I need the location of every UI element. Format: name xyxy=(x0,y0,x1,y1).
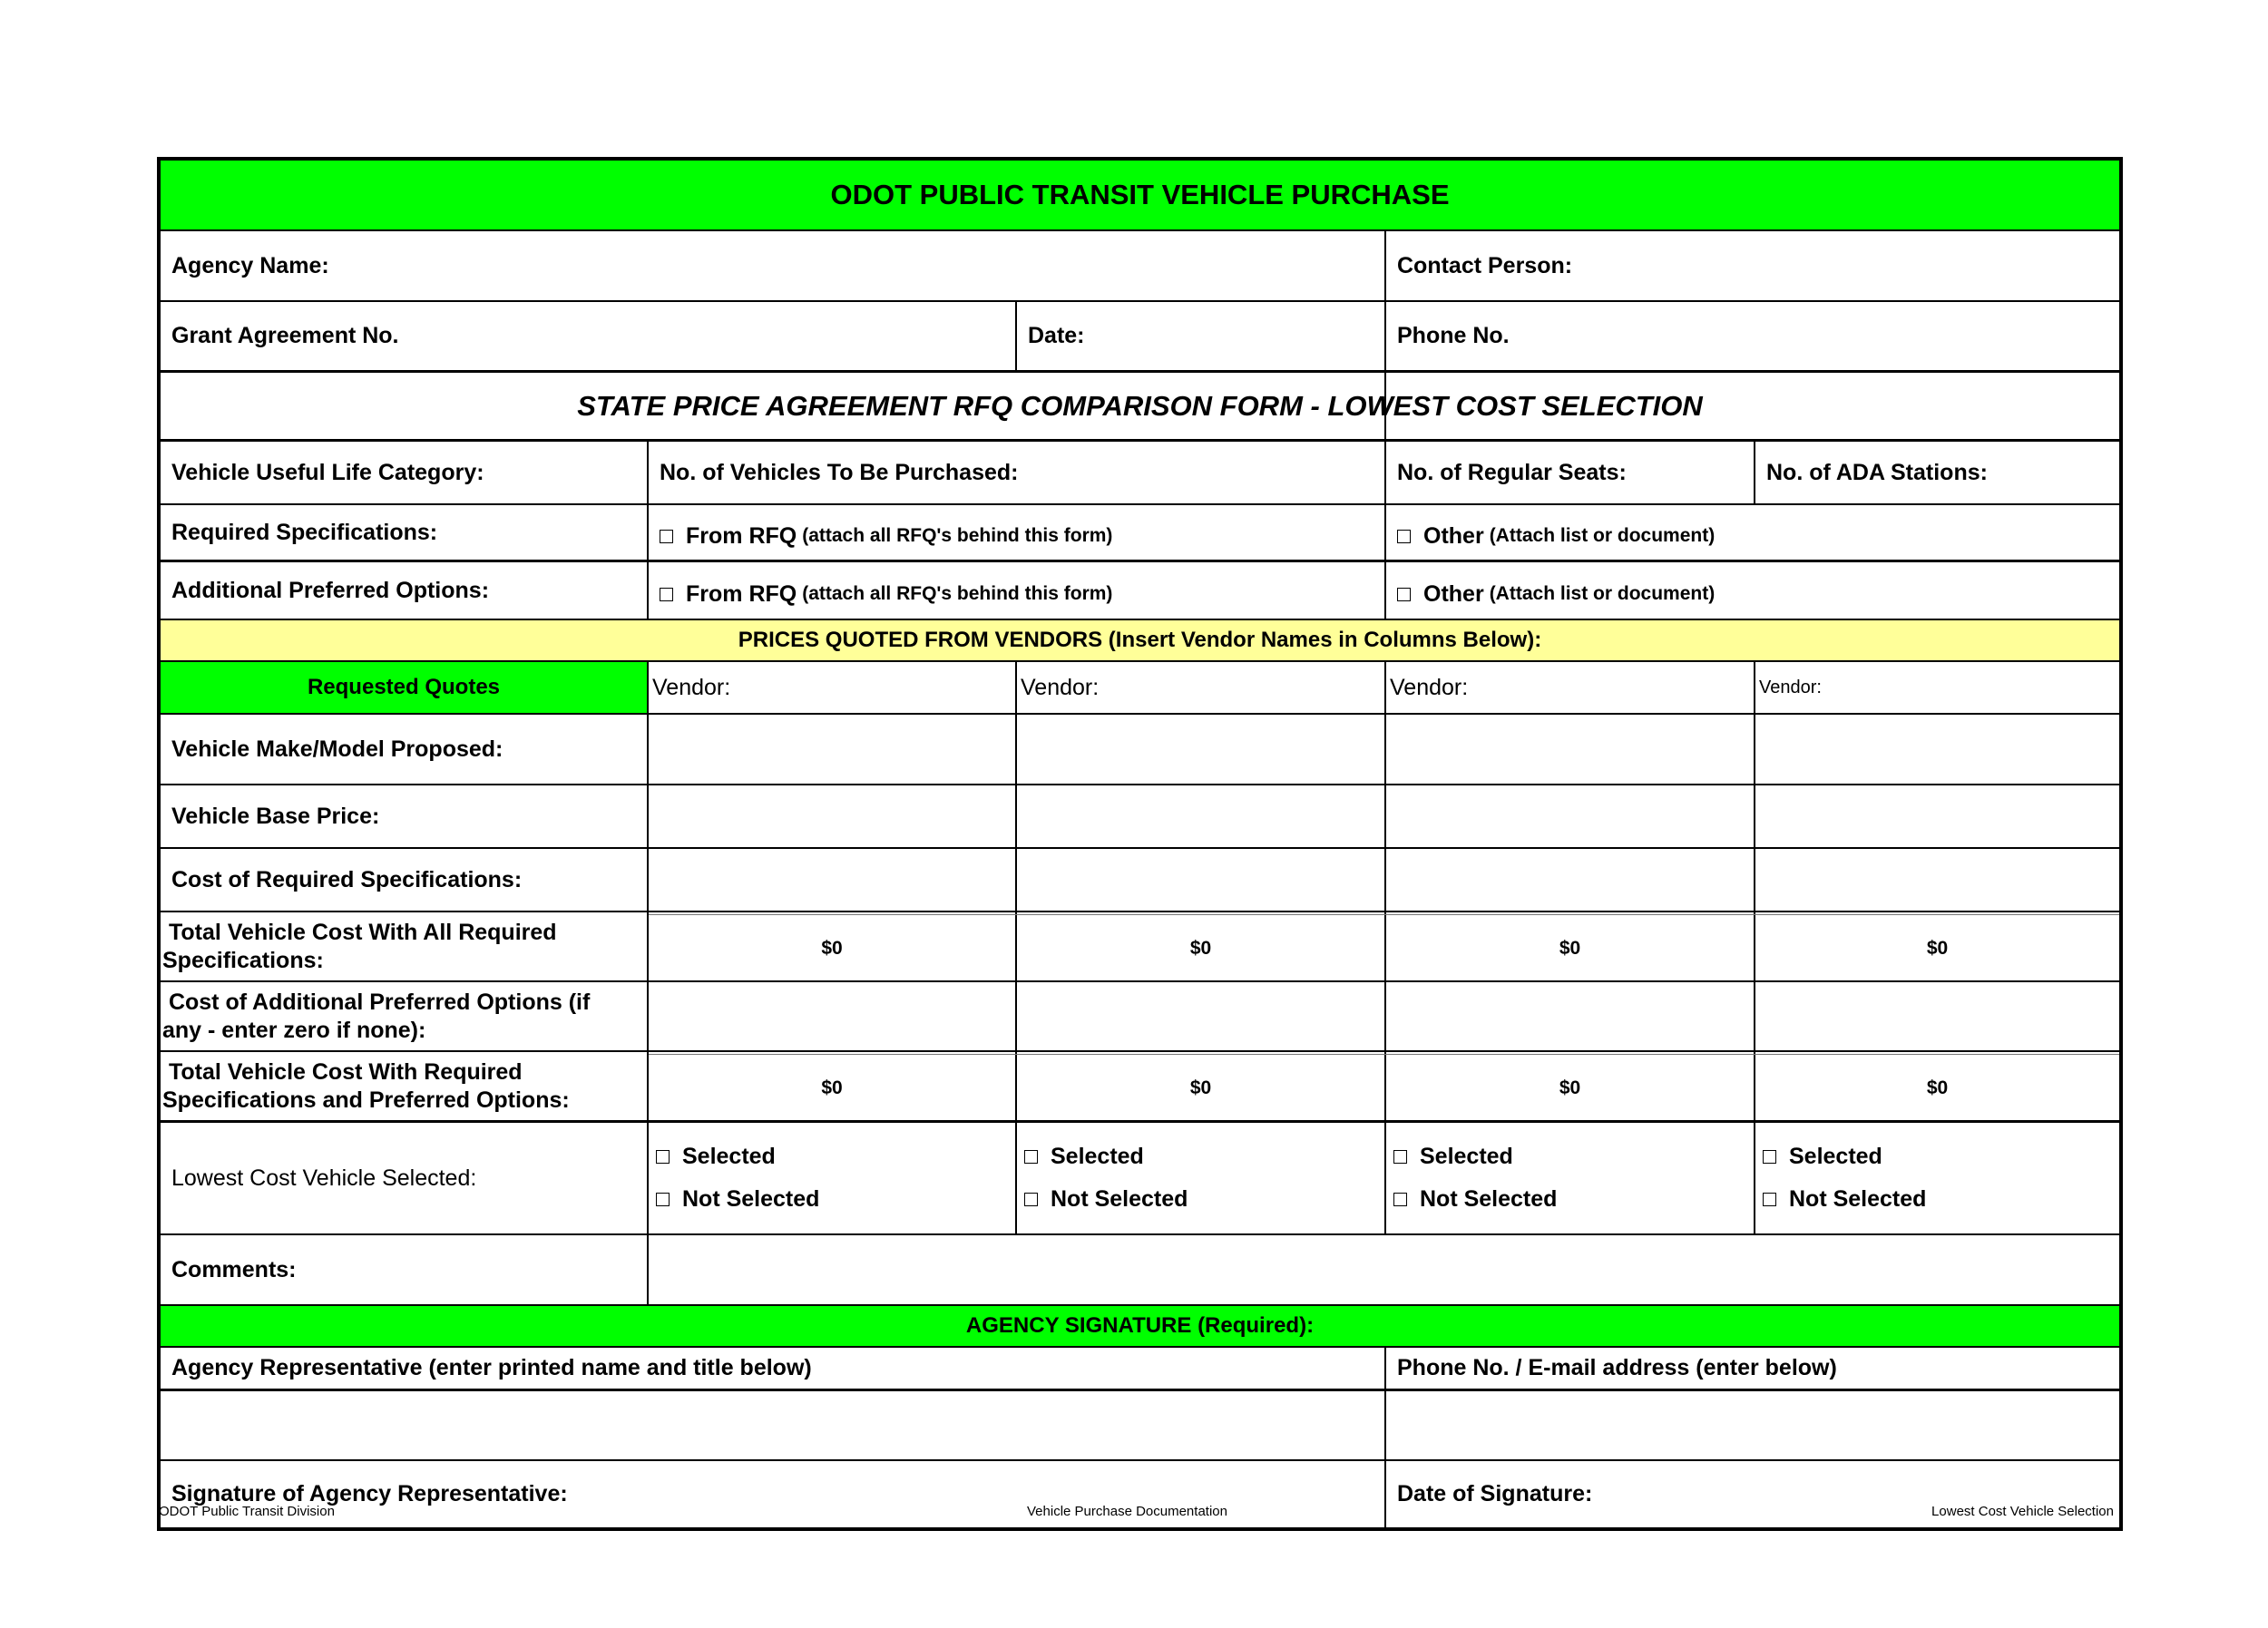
agency-rep-name-input[interactable] xyxy=(161,1391,1384,1459)
cost-additional-vendor-4[interactable] xyxy=(1755,982,2119,1048)
not-selected-option[interactable] xyxy=(1393,1186,1557,1213)
vehicle-purchase-form xyxy=(157,157,2123,1531)
other-text: Other xyxy=(1423,522,1484,549)
cost-required-specs-vendor-4[interactable] xyxy=(1755,849,2119,911)
total-required-vendor-4: $0 xyxy=(1926,937,1949,959)
total-required-preferred-vendor-1: $0 xyxy=(821,1077,843,1098)
cost-required-specs-vendor-2[interactable] xyxy=(1017,849,1384,911)
total-required-vendor-1: $0 xyxy=(821,937,843,959)
contact-person-label: Contact Person: xyxy=(1397,252,1573,278)
contact-person-field[interactable] xyxy=(1386,231,2119,300)
vendor-4-selection xyxy=(1755,1123,2119,1233)
checkbox-icon[interactable] xyxy=(1397,588,1411,601)
vendor-3-selection xyxy=(1386,1123,1754,1233)
checkbox-icon[interactable] xyxy=(1024,1193,1038,1206)
label-line: Specifications and Preferred Options: xyxy=(162,1087,570,1113)
comments-label: Comments: xyxy=(171,1256,297,1282)
agency-name-label: Agency Name: xyxy=(171,252,329,278)
base-price-vendor-3[interactable] xyxy=(1386,785,1754,847)
total-required-preferred-vendor-4: $0 xyxy=(1926,1077,1949,1098)
phone-label: Phone No. xyxy=(1397,323,1510,348)
additional-options-other[interactable] xyxy=(1386,566,2119,622)
not-selected-label: Not Selected xyxy=(1420,1186,1558,1212)
not-selected-option[interactable] xyxy=(656,1186,819,1213)
agency-rep-label: Agency Representative (enter printed name and title below) xyxy=(171,1355,812,1380)
label-line: Total Vehicle Cost With Required xyxy=(162,1059,523,1085)
checkbox-icon[interactable] xyxy=(656,1193,670,1206)
selected-label: Selected xyxy=(1420,1144,1513,1169)
selected-option[interactable] xyxy=(1393,1144,1513,1170)
checkbox-icon[interactable] xyxy=(1397,530,1411,543)
divider xyxy=(649,914,2119,915)
make-model-vendor-3[interactable] xyxy=(1386,715,1754,784)
signature-label: Signature of Agency Representative: xyxy=(171,1481,568,1506)
from-rfq-note: (attach all RFQ's behind this form) xyxy=(802,583,1113,604)
not-selected-label: Not Selected xyxy=(682,1186,820,1212)
not-selected-option[interactable] xyxy=(1763,1186,1926,1213)
phone-field[interactable] xyxy=(1386,302,2119,370)
num-vehicles-field[interactable] xyxy=(649,442,1384,503)
cost-additional-vendor-2[interactable] xyxy=(1017,982,1384,1048)
phone-email-label: Phone No. / E-mail address (enter below) xyxy=(1397,1355,1837,1380)
required-specs-from-rfq[interactable] xyxy=(649,509,1384,563)
vendor-1-selection xyxy=(649,1123,1015,1233)
ada-stations-label: No. of ADA Stations: xyxy=(1766,459,1988,485)
num-vehicles-label: No. of Vehicles To Be Purchased: xyxy=(660,459,1019,485)
checkbox-icon[interactable] xyxy=(660,530,673,543)
base-price-vendor-4[interactable] xyxy=(1755,785,2119,847)
required-specs-label: Required Specifications: xyxy=(171,519,438,545)
ada-stations-field[interactable] xyxy=(1755,442,2119,503)
selected-label: Selected xyxy=(682,1144,776,1169)
total-required-vendor-2: $0 xyxy=(1189,937,1212,959)
checkbox-icon[interactable] xyxy=(1763,1150,1776,1164)
selected-label: Selected xyxy=(1051,1144,1144,1169)
vendor-2-selection xyxy=(1017,1123,1384,1233)
label-line: Cost of Additional Preferred Options (if xyxy=(162,989,591,1015)
total-required-preferred-vendor-2: $0 xyxy=(1189,1077,1212,1098)
not-selected-label: Not Selected xyxy=(1789,1186,1927,1212)
form-subtitle: STATE PRICE AGREEMENT RFQ COMPARISON FORM - LOWEST COST SELECTION xyxy=(577,389,1703,422)
total-required-vendor-3: $0 xyxy=(1559,937,1581,959)
make-model-vendor-1[interactable] xyxy=(649,715,1015,784)
not-selected-label: Not Selected xyxy=(1051,1186,1188,1212)
checkbox-icon[interactable] xyxy=(656,1150,670,1164)
other-note: (Attach list or document) xyxy=(1489,583,1716,604)
make-model-vendor-2[interactable] xyxy=(1017,715,1384,784)
checkbox-icon[interactable] xyxy=(1024,1150,1038,1164)
label-line: any - enter zero if none): xyxy=(162,1018,426,1043)
checkbox-icon[interactable] xyxy=(1763,1193,1776,1206)
other-note: (Attach list or document) xyxy=(1489,525,1716,546)
checkbox-icon[interactable] xyxy=(1393,1193,1407,1206)
label-line: Specifications: xyxy=(162,948,324,973)
selected-option[interactable] xyxy=(1024,1144,1144,1170)
additional-options-from-rfq[interactable] xyxy=(649,566,1384,622)
form-title: ODOT PUBLIC TRANSIT VEHICLE PURCHASE xyxy=(161,161,2119,229)
grant-agreement-field[interactable] xyxy=(161,302,1015,370)
vendor-2-name[interactable]: Vendor: xyxy=(1021,674,1100,700)
total-required-preferred-label xyxy=(161,1052,647,1120)
cost-required-specs-label: Cost of Required Specifications: xyxy=(171,866,523,892)
base-price-label: Vehicle Base Price: xyxy=(171,803,380,829)
base-price-vendor-2[interactable] xyxy=(1017,785,1384,847)
vendor-4-name[interactable]: Vendor: xyxy=(1759,677,1822,697)
vendor-3-name[interactable]: Vendor: xyxy=(1390,674,1469,700)
requested-quotes-header: Requested Quotes xyxy=(161,662,647,713)
footer-center: Vehicle Purchase Documentation xyxy=(1027,1504,1227,1519)
footer-right: Lowest Cost Vehicle Selection xyxy=(1931,1504,2114,1519)
comments-input[interactable] xyxy=(649,1235,2119,1304)
from-rfq-text: From RFQ xyxy=(686,522,797,549)
cost-required-specs-vendor-1[interactable] xyxy=(649,849,1015,911)
lowest-cost-label: Lowest Cost Vehicle Selected: xyxy=(171,1165,477,1191)
date-of-signature-label: Date of Signature: xyxy=(1397,1481,1593,1506)
agency-name-field[interactable] xyxy=(161,231,1384,300)
required-specs-other[interactable] xyxy=(1386,509,2119,563)
from-rfq-note: (attach all RFQ's behind this form) xyxy=(802,525,1113,546)
cost-additional-label xyxy=(161,982,647,1050)
divider xyxy=(649,1054,2119,1055)
checkbox-icon[interactable] xyxy=(660,588,673,601)
cost-required-specs-vendor-3[interactable] xyxy=(1386,849,1754,911)
make-model-vendor-4[interactable] xyxy=(1755,715,2119,784)
date-label: Date: xyxy=(1028,323,1085,348)
total-required-preferred-vendor-3: $0 xyxy=(1559,1077,1581,1098)
cost-additional-vendor-1[interactable] xyxy=(649,982,1015,1048)
make-model-label: Vehicle Make/Model Proposed: xyxy=(171,736,503,762)
grant-agreement-label: Grant Agreement No. xyxy=(171,323,399,348)
selected-option[interactable] xyxy=(1763,1144,1882,1170)
regular-seats-field[interactable] xyxy=(1386,442,1754,503)
signature-banner: AGENCY SIGNATURE (Required): xyxy=(161,1306,2119,1346)
additional-options-label: Additional Preferred Options: xyxy=(171,577,490,603)
cost-additional-vendor-3[interactable] xyxy=(1386,982,1754,1048)
checkbox-icon[interactable] xyxy=(1393,1150,1407,1164)
from-rfq-text: From RFQ xyxy=(686,580,797,607)
total-required-label xyxy=(161,912,647,980)
label-line: Total Vehicle Cost With All Required xyxy=(162,920,557,945)
phone-email-input[interactable] xyxy=(1386,1391,2119,1459)
vehicle-useful-life-field[interactable] xyxy=(161,442,647,503)
regular-seats-label: No. of Regular Seats: xyxy=(1397,459,1627,485)
vendor-1-name[interactable]: Vendor: xyxy=(652,674,731,700)
prices-banner: PRICES QUOTED FROM VENDORS (Insert Vendor Names in Columns Below): xyxy=(161,620,2119,660)
footer-left: ODOT Public Transit Division xyxy=(159,1504,335,1519)
base-price-vendor-1[interactable] xyxy=(649,785,1015,847)
vehicle-useful-life-label: Vehicle Useful Life Category: xyxy=(171,459,484,485)
date-field[interactable] xyxy=(1017,302,1384,370)
selected-label: Selected xyxy=(1789,1144,1882,1169)
other-text: Other xyxy=(1423,580,1484,607)
selected-option[interactable] xyxy=(656,1144,776,1170)
not-selected-option[interactable] xyxy=(1024,1186,1188,1213)
